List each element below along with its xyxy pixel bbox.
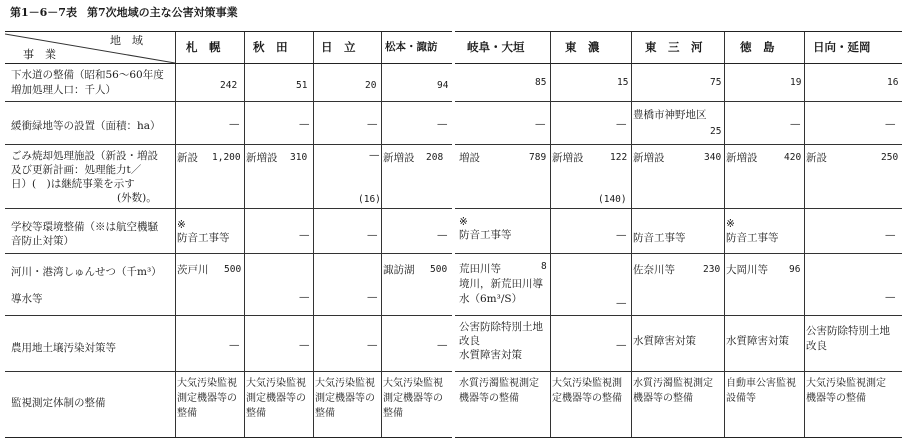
cell-line: 測定機器等の [177,393,237,404]
cell-line: 測定機器等の [383,393,443,404]
cell-line: 自動車公害監視 [726,378,796,389]
cell-value: 420 [784,152,802,163]
cell-line: 水質汚濁監視測定 [633,378,713,389]
cell-text: 佐奈川等 [633,264,675,276]
region-higashi-mikawa: 東 三 河 [645,40,703,54]
corner-item-label: 事 業 [23,48,56,61]
region-akita: 秋 田 [253,40,288,54]
region-hyuga-nobeoka: 日向・延岡 [813,40,871,54]
cell-dash: — [885,229,896,241]
cell-line: 機器等の整備 [806,393,866,404]
cell-line: 大気汚染監視 [315,378,375,389]
cell-line: 整備 [315,408,335,419]
cell-paren: (16) [358,194,381,205]
cell-line: 公害防除特別土地 [806,325,890,337]
cell-value: 250 [881,152,899,163]
cell-text: 新増設 [552,152,584,164]
cell-line: 改良 [459,335,480,347]
cell-dash: — [790,118,801,130]
cell-text: 境川，新荒田川導 [459,278,543,290]
row-label: 農用地土壌汚染対策等 [11,342,116,354]
cell-dash: — [229,339,240,351]
cell-value: 75 [710,77,722,88]
row-label: 河川・港湾しゅんせつ（千m³） [11,266,162,278]
cell-text: 水（6m³/S） [459,293,523,305]
cell-dash: — [299,339,310,351]
cell-line: 水質障害対策 [459,349,522,361]
cell-value: 310 [290,152,308,163]
row-label: 及び更新計画：処理能力t／ [11,164,142,176]
cell-line: 測定機器等の [315,393,375,404]
cell-line: 水質障害対策 [726,335,789,347]
cell-line: 定機器等の整備 [552,393,622,404]
cell-mark: ※ [177,219,186,231]
cell-dash: — [367,118,378,130]
cell-line: 水質汚濁監視測定 [459,378,539,389]
table-caption [10,4,238,20]
cell-text: 防音工事等 [459,229,512,241]
cell-line: 整備 [383,408,403,419]
row-label: ごみ焼却処理施設（新設・増設 [11,150,158,162]
cell-value: 500 [224,264,242,275]
table-right [455,31,902,438]
cell-mark: ※ [726,218,735,230]
row-label: 緩衝緑地等の設置（面積：ha） [11,120,161,132]
cell-value: 208 [426,152,444,163]
cell-text: 新増設 [246,152,278,164]
cell-dash: — [616,339,627,351]
cell-value: 19 [790,77,802,88]
region-tono: 東 濃 [565,40,600,54]
region-gifu-ogaki: 岐阜・大垣 [467,40,525,54]
cell-line: 公害防除特別土地 [459,321,543,333]
cell-text: 防音工事等 [633,232,686,244]
cell-text: 新設 [806,152,827,164]
cell-value: 96 [789,264,801,275]
cell-dash: — [369,149,380,161]
cell-line: 測定機器等の [246,393,306,404]
cell-text: 大岡川等 [726,264,768,276]
table-title: 第7次地域の主な公害対策事業 [86,6,238,19]
cell-text: 新設 [177,152,198,164]
cell-dash: — [229,118,240,130]
region-hitachi: 日 立 [321,40,356,54]
cell-value: 242 [220,80,238,91]
cell-line: 大気汚染監視測定 [806,378,886,389]
cell-value: 51 [296,80,308,91]
table-left [5,31,452,438]
cell-mark: ※ [459,216,468,228]
cell-dash: — [885,118,896,130]
cell-value: 85 [535,77,547,88]
cell-line: 大気汚染監視測 [552,378,622,389]
cell-value: 340 [704,152,722,163]
cell-text: 新増設 [633,152,665,164]
region-sapporo: 札 幌 [186,40,221,54]
cell-dash: — [299,118,310,130]
cell-dash: — [367,339,378,351]
cell-value: 230 [703,264,721,275]
cell-value: 94 [437,80,449,91]
cell-line: 大気汚染監視 [246,378,306,389]
cell-line: 大気汚染監視 [383,378,443,389]
row-label: 増加処理人口：千人） [11,84,116,96]
region-tokushima: 徳 島 [740,40,775,54]
cell-dash: — [437,118,448,130]
cell-text: 増設 [459,152,480,164]
cell-text: 諏訪湖 [383,264,415,276]
cell-dash: — [299,229,310,241]
row-label: 監視測定体制の整備 [11,397,106,409]
cell-value: 1,200 [212,152,241,163]
cell-dash: — [885,291,896,303]
cell-value: 122 [610,152,628,163]
cell-value: 16 [887,77,899,88]
cell-line: 整備 [246,408,266,419]
cell-line: 機器等の整備 [459,393,519,404]
cell-text: 防音工事等 [177,232,230,244]
cell-dash: — [437,229,448,241]
row-label: 学校等環境整備（※は航空機騒 [11,221,158,233]
cell-text: 荒田川等 [459,263,501,275]
cell-dash: — [299,291,310,303]
cell-dash: — [616,229,627,241]
table-number: 第1－6－7表 [10,6,77,19]
row-label: 日）( )は継続事業を示す [11,178,135,190]
cell-text: 茨戸川 [177,264,209,276]
cell-dash: — [367,229,378,241]
row-label: 下水道の整備（昭和56～60年度 [11,69,164,81]
cell-dash: — [367,291,378,303]
cell-text: 新増設 [726,152,758,164]
cell-value: 789 [529,152,547,163]
cell-dash: — [616,118,627,130]
cell-line: 水質障害対策 [633,335,696,347]
region-matsumoto-suwa: 松本・諏訪 [385,41,438,53]
cell-value: 25 [710,126,722,137]
row-label: 導水等 [11,293,43,305]
cell-line: 改良 [806,340,827,352]
cell-value: 20 [365,80,377,91]
cell-line: 設備等 [726,393,756,404]
row-label: (外数)。 [117,192,157,204]
cell-dash: — [535,118,546,130]
cell-text: 新増設 [383,152,415,164]
cell-line: 整備 [177,408,197,419]
cell-line: 大気汚染監視 [177,378,237,389]
cell-text: 防音工事等 [726,232,779,244]
row-label: 音防止対策） [11,235,74,247]
cell-text: 豊橋市神野地区 [633,109,707,121]
cell-dash: — [437,339,448,351]
cell-value: 500 [430,264,448,275]
corner-region-label: 地 域 [110,34,143,47]
cell-value: 15 [617,77,629,88]
cell-dash: — [616,297,627,309]
cell-paren: (140) [598,194,627,205]
cell-line: 機器等の整備 [633,393,693,404]
cell-value: 8 [541,261,547,272]
